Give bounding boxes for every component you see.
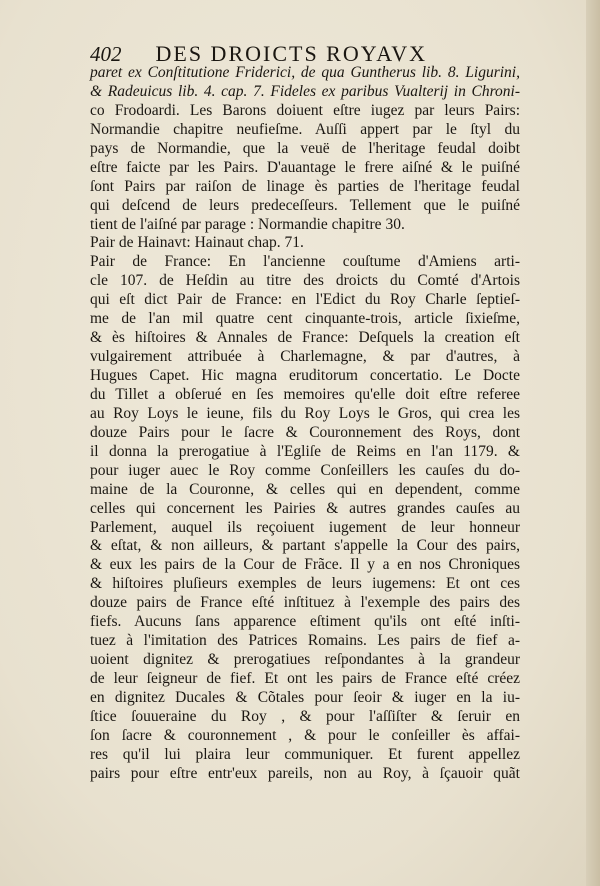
text-line: paret ex Conſtitutione Friderici, de qua Guntherus lib. 8. Ligurini,: [90, 64, 520, 81]
text-line: qui deſcend de leurs predeceſſeurs. Tellement que le puiſné: [90, 196, 520, 214]
text-line: co Frodoardi. Les Barons doiuent eſtre iugez par leurs Pairs:: [90, 101, 520, 119]
page-gutter-shadow: [586, 0, 600, 886]
text-line: douze pairs de France eſté inſtituez à l'exemple des pairs des: [90, 594, 520, 612]
body-text: [90, 64, 520, 784]
running-title: DES DROICTS ROYAVX: [155, 41, 428, 66]
text-line: de leur ſeigneur de fief. Et ont les pairs de France eſté créez: [90, 670, 520, 687]
text-line: me de l'an mil quatre cent cinquante-trois, article ſixieſme,: [90, 310, 520, 328]
text-line: ſtice ſouueraine du Roy , & pour l'aſſiſter & ſeruir en: [90, 707, 520, 725]
text-line: Pair de France: En l'ancienne couſtume d'Amiens arti-: [90, 253, 520, 271]
text-line: Parlement, auquel ils reçoiuent iugement de leur honneur: [90, 518, 520, 536]
text-line: & eſtat, & non ailleurs, & partant s'appelle la Cour des pairs,: [90, 537, 520, 555]
text-line: res qu'il lui plaira leur communiquer. Et furent appellez: [90, 745, 520, 763]
text-line: uoient dignitez & prerogatiues reſpondantes à la grandeur: [90, 651, 520, 669]
text-line: il donna la prerogatiue à l'Egliſe de Reims en l'an 1179. &: [90, 442, 520, 460]
text-line: au Roy Loys le ieune, fils du Roy Loys le Gros, qui crea les: [90, 404, 520, 422]
text-line: & Radeuicus lib. 4. cap. 7. Fideles ex paribus Vualterij in Chroni-: [90, 82, 520, 100]
text-line: pays de Normandie, que la veuë de l'heritage feudal doibt: [90, 139, 520, 157]
text-line: ſont Pairs par raiſon de linage ès parties de l'heritage feudal: [90, 177, 520, 195]
text-line: fiefs. Aucuns ſans apparence eſtiment qu'ils ont eſté inſti-: [90, 613, 520, 631]
text-line: celles qui concernent les Pairies & autres grandes cauſes au: [90, 499, 520, 517]
text-line: vulgairement attribuée à Charlemagne, & par d'autres, à: [90, 348, 520, 366]
text-line: eſtre faicte par les Pairs. D'auantage le frere aiſné & le puiſné: [90, 158, 520, 176]
text-line: du Tillet a obſerué en ſes memoires qu'elle doit eſtre referee: [90, 385, 520, 403]
text-line: maine de la Couronne, & celles qui en dependent, comme: [90, 480, 520, 498]
text-line: tient de l'aiſné par parage : Normandie chapitre 30.: [90, 215, 405, 233]
text-line: pairs pour eſtre entr'eux pareils, non au Roy, à ſçauoir quãt: [90, 764, 520, 782]
text-line: cle 107. de Heſdin au titre des droicts du Comté d'Artois: [90, 272, 520, 290]
text-line: qui eſt dict Pair de France: en l'Edict du Roy Charle ſeptieſ-: [90, 291, 520, 309]
text-line: Normandie chapitre neufieſme. Auſſi appert par le ſtyl du: [90, 120, 520, 138]
text-line: & ès hiſtoires & Annales de France: Deſquels la creation eſt: [90, 329, 520, 347]
text-line: douze Pairs pour le ſacre & Couronnement des Roys, dont: [90, 423, 520, 441]
text-line: tuez à l'imitation des Patrices Romains. Les pairs de fief a-: [90, 632, 520, 650]
text-line: en dignitez Ducales & Cõtales pour ſeoir & iuger en la iu-: [90, 688, 520, 706]
page-number: 402: [90, 42, 122, 66]
text-line: & eux les pairs de la Cour de Frãce. Il y a en nos Chroniques: [90, 556, 520, 574]
text-line: & hiſtoires pluſieurs exemples de leurs iugemens: Et ont ces: [90, 575, 520, 593]
text-line: Hugues Capet. Hic magna eruditorum concertatio. Le Docte: [90, 367, 520, 384]
text-line: pour iuger auec le Roy comme Conſeillers les cauſes du do-: [90, 461, 520, 479]
text-line: ſon ſacre & couronnement , & pour le conſeiller ès affai-: [90, 726, 520, 744]
text-line: Pair de Hainavt: Hainaut chap. 71.: [90, 234, 304, 252]
